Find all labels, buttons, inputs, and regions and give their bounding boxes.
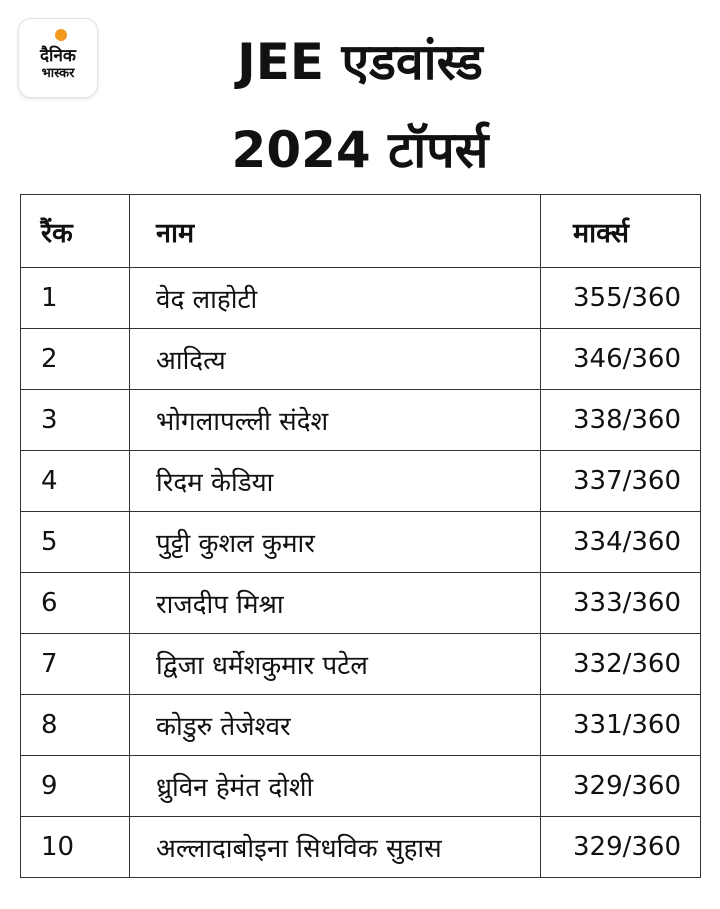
name-cell: आदित्य <box>130 329 541 390</box>
rank-cell: 5 <box>21 512 130 573</box>
table-row <box>21 512 701 573</box>
table-row <box>21 329 701 390</box>
rank-cell: 10 <box>21 817 130 878</box>
logo-text-line1: दैनिक <box>40 46 76 66</box>
table-row <box>21 390 701 451</box>
marks-cell: 338/360 <box>541 390 701 451</box>
rank-cell: 6 <box>21 573 130 634</box>
marks-cell: 346/360 <box>541 329 701 390</box>
table-row <box>21 268 701 329</box>
marks-cell: 337/360 <box>541 451 701 512</box>
name-cell: अल्लादाबोइना सिधविक सुहास <box>130 817 541 878</box>
header-marks: मार्क्स <box>541 195 701 268</box>
logo-sun-icon <box>55 29 67 41</box>
rank-cell: 1 <box>21 268 130 329</box>
name-cell: पुट्टी कुशल कुमार <box>130 512 541 573</box>
page-title-line1: JEE एडवांस्ड <box>237 33 483 91</box>
table-row <box>21 451 701 512</box>
table-row <box>21 817 701 878</box>
rank-cell: 7 <box>21 634 130 695</box>
marks-cell: 331/360 <box>541 695 701 756</box>
marks-cell: 355/360 <box>541 268 701 329</box>
rank-cell: 8 <box>21 695 130 756</box>
marks-cell: 329/360 <box>541 817 701 878</box>
name-cell: रिदम केडिया <box>130 451 541 512</box>
rank-cell: 3 <box>21 390 130 451</box>
marks-cell: 332/360 <box>541 634 701 695</box>
name-cell: भोगलापल्ली संदेश <box>130 390 541 451</box>
rank-cell: 9 <box>21 756 130 817</box>
marks-cell: 333/360 <box>541 573 701 634</box>
name-cell: कोडुरु तेजेश्वर <box>130 695 541 756</box>
rank-cell: 4 <box>21 451 130 512</box>
header-name: नाम <box>130 195 541 268</box>
name-cell: राजदीप मिश्रा <box>130 573 541 634</box>
name-cell: द्विजा धर्मेशकुमार पटेल <box>130 634 541 695</box>
page-title-line2: 2024 टॉपर्स <box>231 121 489 179</box>
table-row <box>21 756 701 817</box>
rank-cell: 2 <box>21 329 130 390</box>
toppers-table <box>20 194 701 878</box>
table-header-row <box>21 195 701 268</box>
table-row <box>21 695 701 756</box>
dainik-bhaskar-logo <box>19 19 97 97</box>
name-cell: ध्रुविन हेमंत दोशी <box>130 756 541 817</box>
table-row <box>21 573 701 634</box>
name-cell: वेद लाहोटी <box>130 268 541 329</box>
marks-cell: 329/360 <box>541 756 701 817</box>
marks-cell: 334/360 <box>541 512 701 573</box>
table-row <box>21 634 701 695</box>
header-rank: रैंक <box>21 195 130 268</box>
logo-text-line2: भास्कर <box>41 66 75 81</box>
